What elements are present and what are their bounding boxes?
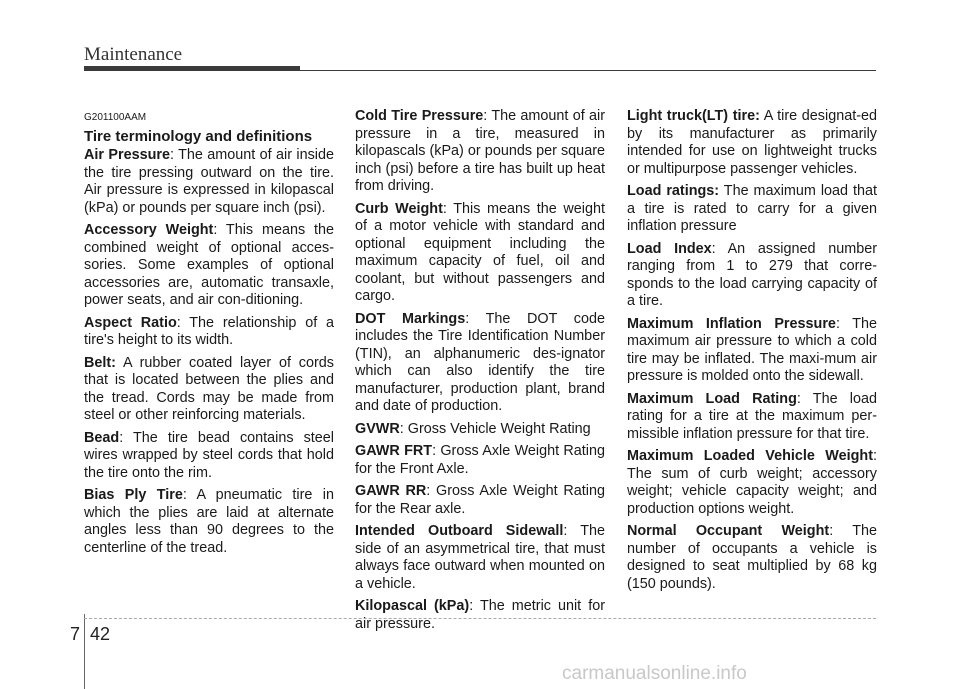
column-3 (627, 108, 877, 598)
definition-entry (355, 443, 605, 478)
definition-term: Load ratings: (627, 183, 720, 199)
definition-entry (627, 183, 877, 236)
definition-term: Normal Occupant Weight (627, 523, 830, 539)
column-1 (84, 112, 334, 562)
definition-text: : Gross Axle Weight Rating for the Front Axle. (355, 443, 605, 477)
definition-term: Belt: (84, 354, 116, 371)
definition-entry (355, 421, 605, 439)
definition-text: : An assigned number ranging from 1 to 279 that corre-sponds to the load carrying capacity of a tire. (627, 240, 877, 309)
section-title: Tire terminology and definitions (84, 128, 313, 145)
definition-entry (355, 598, 605, 633)
definition-term: Maximum Load Rating (627, 390, 797, 407)
definition-text: : The side of an asymmetrical tire, that must always face outward when mounted on a vehicle. (355, 523, 605, 592)
section-code: G201100AAM (84, 112, 147, 123)
column-2-entries (355, 108, 605, 633)
definition-term: Load Index (627, 240, 712, 257)
definition-term: Maximum Inflation Pressure (627, 315, 836, 332)
definition-text: : The amount of air inside the tire pressing outward on the tire. Air pressure is expressed in kilopascal (kPa) or pounds per square inch (psi). (84, 147, 335, 216)
definition-entry (627, 523, 877, 593)
definition-entry (355, 201, 605, 306)
definition-entry (355, 483, 605, 518)
definition-text: A rubber coated layer of cords that is located between the plies and the tread. Cords may be made from steel or other reinforcing materials. (84, 354, 334, 423)
column-3-entries (627, 108, 877, 593)
definition-text: : The tire bead contains steel wires wrapped by steel cords that hold the tire onto the rim. (84, 429, 334, 481)
definition-text: : A pneumatic tire in which the plies are laid at alternate angles less than 90 degrees to the centerline of the tread. (84, 487, 334, 556)
definition-text: : The maximum air pressure to which a cold tire may be inflated. The maxi-mum air pressure is molded onto the sidewall. (627, 315, 877, 384)
definition-text: : The number of occupants a vehicle is designed to seat multiplied by 68 kg (150 pounds). (627, 523, 877, 592)
definition-term: Curb Weight (355, 200, 443, 217)
definition-text: : The DOT code includes the Tire Identification Number (TIN), an alphanumeric des-ignator which can also identify the tire manufacturer, production plant, brand and date of production. (355, 310, 605, 414)
definition-entry (355, 311, 605, 416)
watermark-text: carmanualsonline.info (562, 663, 747, 684)
definition-term: Air Pressure (84, 147, 170, 163)
definition-text: : Gross Vehicle Weight Rating (399, 420, 591, 437)
header-rule-thin (300, 70, 876, 71)
definition-entry (627, 108, 877, 178)
chapter-number: 7 (70, 624, 81, 644)
definition-entry (84, 355, 334, 425)
definition-text: : The amount of air pressure in a tire, measured in kilopascals (kPa) or pounds per square inch (psi) before a tire has built up heat from driving. (355, 108, 605, 194)
definition-text: A tire designat-ed by its manufacturer as primarily intended for use on lightweight trucks or multipurpose passenger vehicles. (627, 108, 878, 177)
definition-term: Intended Outboard Sidewall (355, 523, 564, 539)
page-number: 42 (90, 624, 111, 644)
definition-entry (84, 430, 334, 483)
footer-dashed-rule (84, 618, 876, 619)
definition-term: Cold Tire Pressure (355, 108, 484, 124)
definition-term: Light truck(LT) tire: (627, 108, 760, 124)
definition-text: : This means the combined weight of optional acces-sories. Some examples of optional accessories are, automatic transaxle, power seats, and air con-ditioning. (84, 222, 334, 308)
definition-entry (84, 147, 334, 217)
definition-term: Kilopascal (kPa) (355, 598, 470, 614)
definition-entry (627, 241, 877, 311)
definition-term: Maximum Loaded Vehicle Weight (627, 448, 873, 464)
definition-entry (355, 523, 605, 593)
definition-entry (84, 222, 334, 310)
definition-term: GVWR (355, 420, 400, 437)
definition-term: GAWR RR (355, 483, 427, 499)
definition-entry (84, 487, 334, 557)
definition-entry (627, 448, 877, 518)
definition-term: Accessory Weight (84, 222, 214, 238)
definition-text: : This means the weight of a motor vehicle with standard and optional equipment including the maximum capacity of fuel, oil and coolant, but without passengers and cargo. (355, 200, 605, 304)
definition-entry (627, 391, 877, 444)
footer-vertical-rule (84, 614, 85, 689)
definition-text: : The sum of curb weight; accessory weight; vehicle capacity weight; and production options weight. (627, 448, 877, 517)
column-2 (355, 108, 605, 638)
definition-term: Aspect Ratio (84, 314, 177, 331)
definition-text: : Gross Axle Weight Rating for the Rear axle. (355, 483, 605, 517)
definition-term: DOT Markings (355, 310, 466, 327)
definition-term: Bead (84, 429, 120, 446)
definition-entry (627, 316, 877, 386)
definition-term: GAWR FRT (355, 443, 433, 459)
definition-entry (84, 315, 334, 350)
page-header-title: Maintenance (84, 44, 183, 65)
definition-text: : The relationship of a tire's height to its width. (84, 314, 334, 348)
header-rule-thick (84, 66, 300, 71)
column-1-entries (84, 147, 334, 557)
definition-entry (355, 108, 605, 196)
definition-text: : The metric unit for air pressure. (355, 598, 606, 632)
definition-text: : The load rating for a tire at the maximum per-missible inflation pressure for that tire. (627, 390, 877, 442)
definition-term: Bias Ply Tire (84, 487, 183, 503)
definition-text: The maximum load that a tire is rated to carry for a given inflation pressure (627, 183, 877, 234)
